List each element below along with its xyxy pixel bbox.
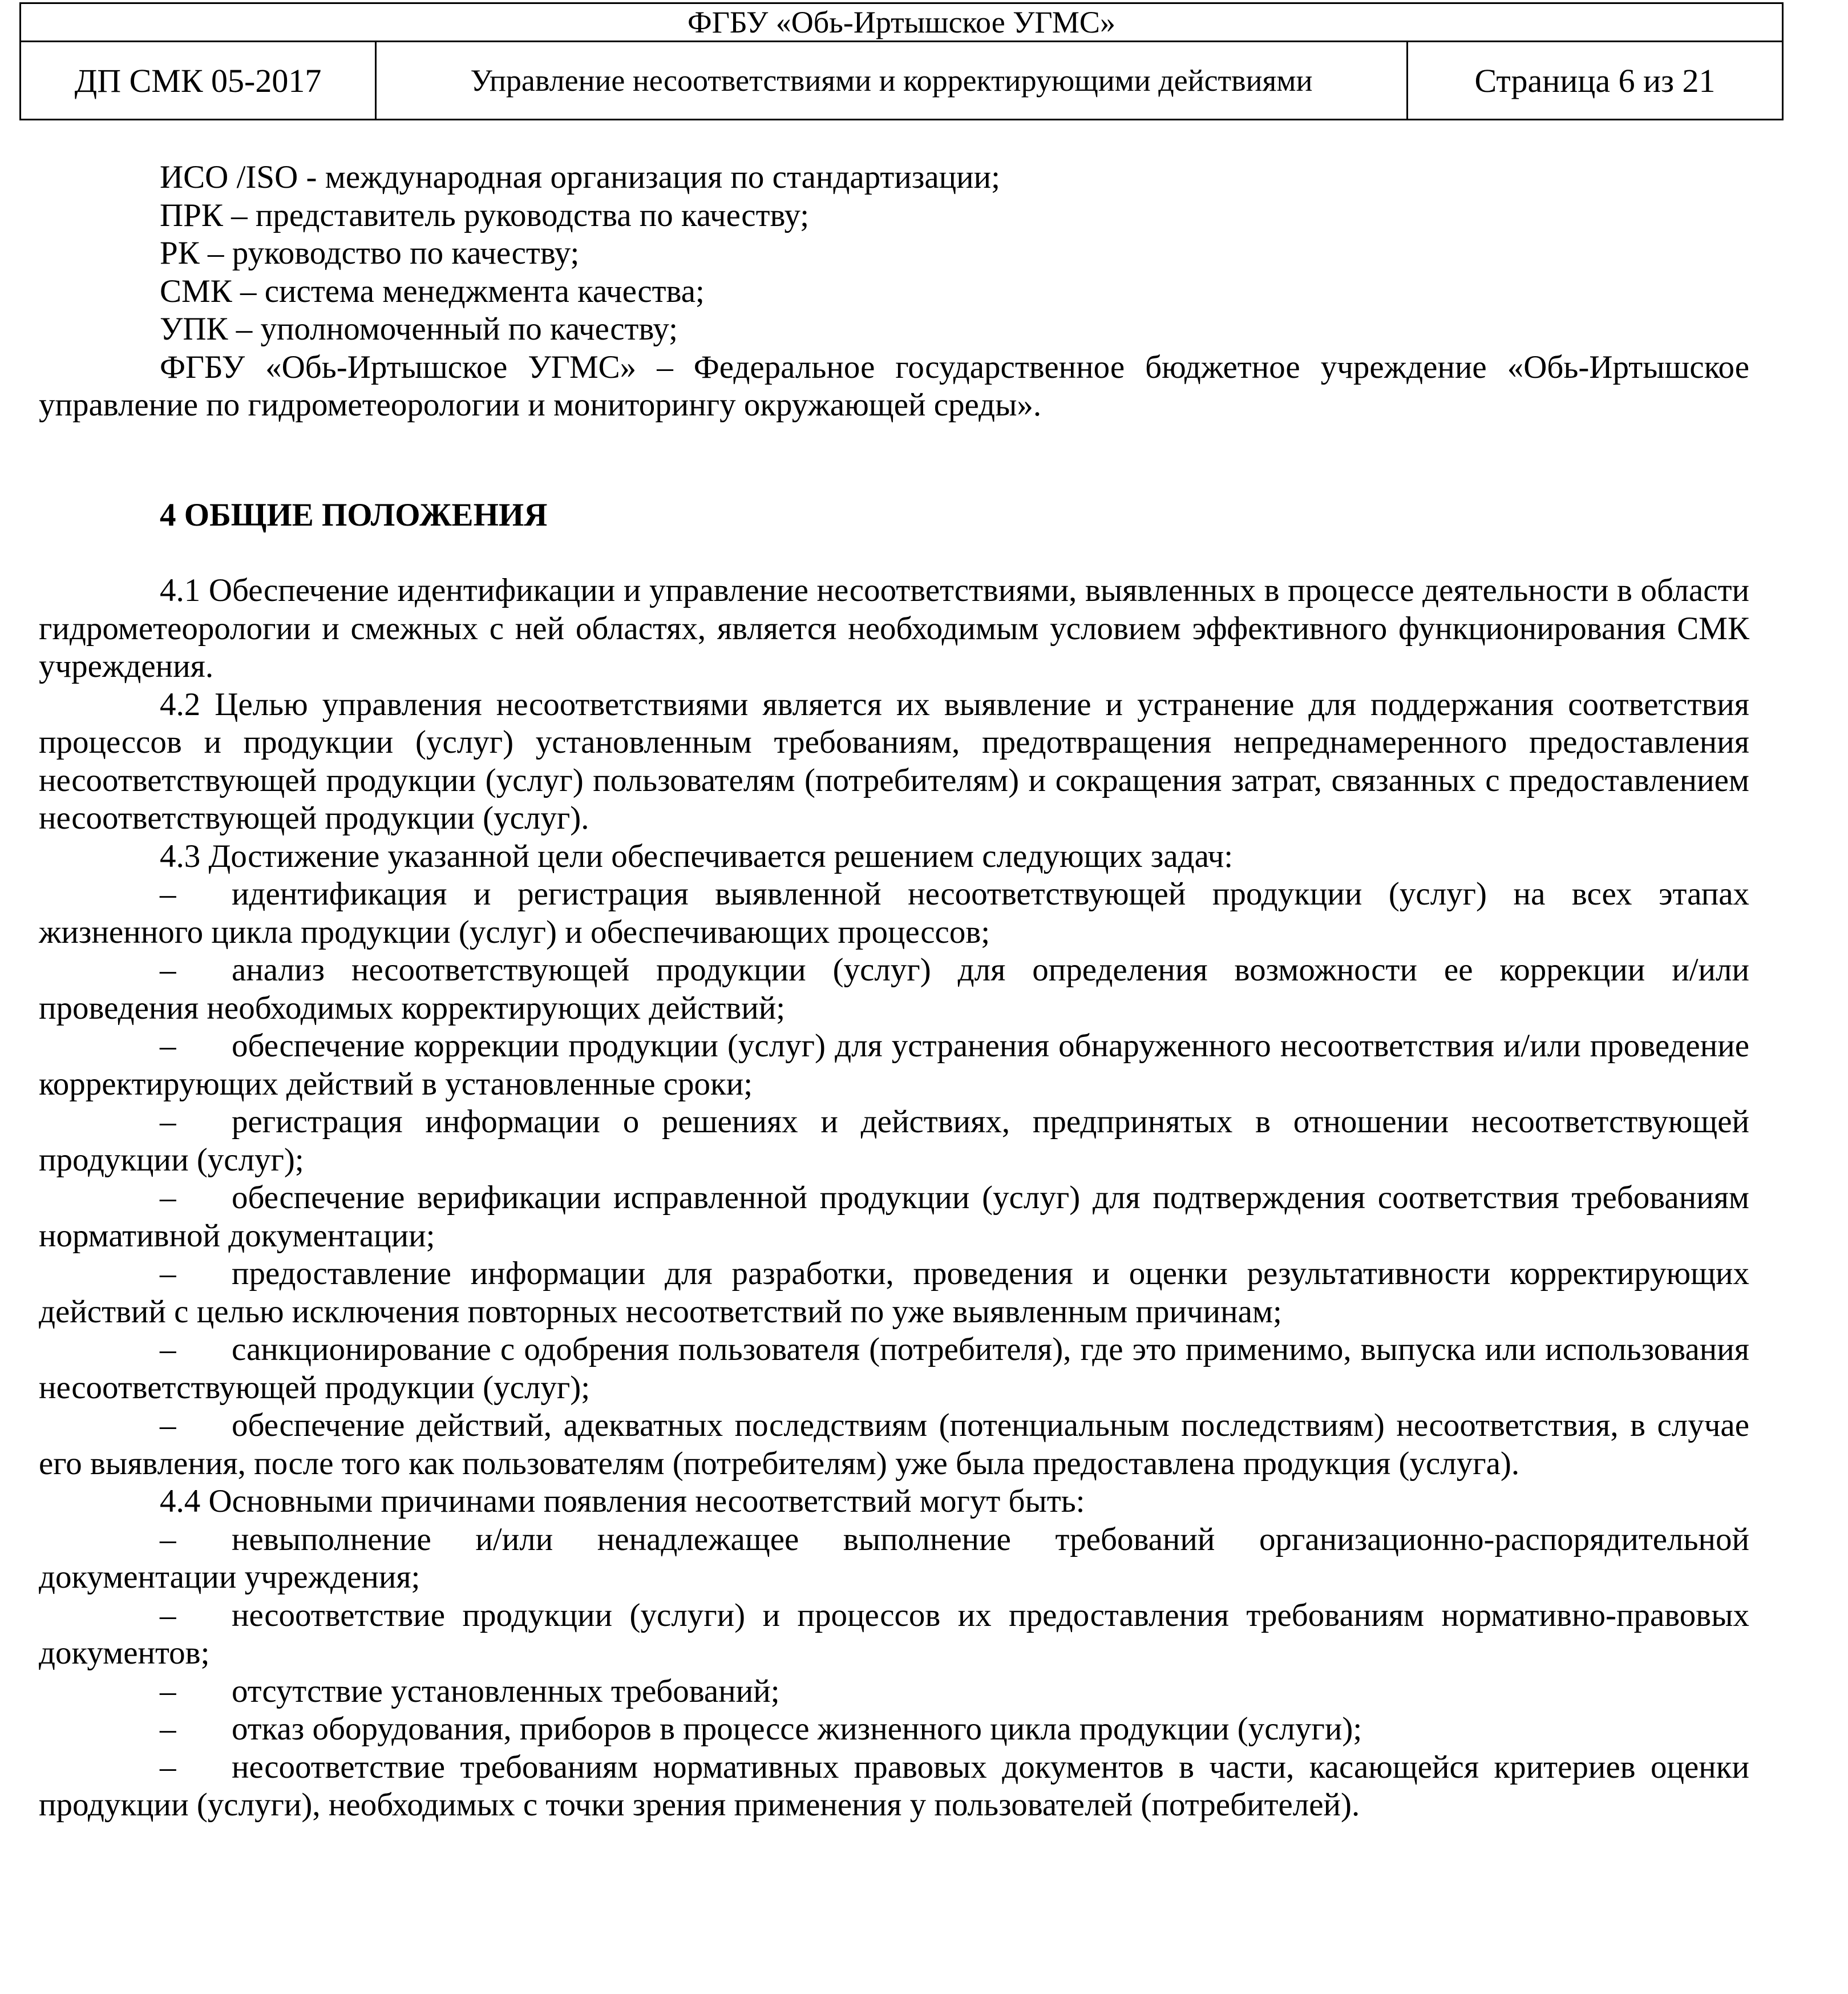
task-item xyxy=(39,951,1749,1027)
cause-text: отсутствие установленных требований; xyxy=(232,1673,780,1709)
paragraph-4-4: 4.4 Основными причинами появления несоответствий могут быть: xyxy=(160,1483,1085,1519)
section-heading: 4 ОБЩИЕ ПОЛОЖЕНИЯ xyxy=(160,497,548,533)
cause-item xyxy=(39,1521,1749,1597)
abbreviation-line: УПК – уполномоченный по качеству; xyxy=(160,311,678,347)
task-item xyxy=(39,1103,1749,1179)
task-item xyxy=(39,875,1749,951)
dash-marker: – xyxy=(160,1711,176,1747)
task-item xyxy=(39,1255,1749,1331)
dash-marker: – xyxy=(160,1331,176,1367)
dash-marker: – xyxy=(160,1256,176,1291)
task-text: санкционирование с одобрения пользователя (потребителя), где это применимо, выпуска или использования несоответствующей продукции (услуг); xyxy=(39,1331,1749,1406)
dash-marker: – xyxy=(160,1028,176,1064)
abbreviation-line: ПРК – представитель руководства по качеству; xyxy=(160,197,810,233)
organization-name: ФГБУ «Обь-Иртышское УГМС» xyxy=(21,3,1783,42)
task-item xyxy=(39,1407,1749,1483)
paragraph-4-2: 4.2 Целью управления несоответствиями является их выявление и устранение для поддержания соответствия процессов и продукции (услуг) установленным требованиям, предотвращения непреднамеренного предоставления несоответствующей продукции (услуг) пользователям (потребителям) и сокращения затрат, связанных с предоставлением несоответствующей продукции (услуг). xyxy=(39,686,1749,836)
document-header-table xyxy=(19,2,1784,120)
task-text: анализ несоответствующей продукции (услуг) для определения возможности ее коррекции и/или проведения необходимых корректирующих действий; xyxy=(39,952,1749,1026)
abbreviation-line: ФГБУ «Обь-Иртышское УГМС» – Федеральное государственное бюджетное учреждение «Обь-Иртышское управление по гидрометеорологии и мониторингу окружающей среды». xyxy=(39,349,1749,423)
dash-marker: – xyxy=(160,952,176,988)
dash-marker: – xyxy=(160,1104,176,1140)
dash-marker: – xyxy=(160,1407,176,1443)
task-item xyxy=(39,1179,1749,1255)
cause-item xyxy=(39,1710,1749,1749)
task-text: обеспечение коррекции продукции (услуг) для устранения обнаруженного несоответствия и/или проведение корректирующих действий в установленные сроки; xyxy=(39,1028,1749,1102)
spacer xyxy=(39,425,1749,497)
abbreviation-line: РК – руководство по качеству; xyxy=(160,235,580,271)
spacer xyxy=(39,534,1749,572)
cause-text: невыполнение и/или ненадлежащее выполнение требований организационно-распорядительной документации учреждения; xyxy=(39,1521,1749,1595)
cause-text: отказ оборудования, приборов в процессе жизненного цикла продукции (услуги); xyxy=(232,1711,1362,1747)
paragraph-4-1: 4.1 Обеспечение идентификации и управление несоответствиями, выявленных в процессе деятельности в области гидрометеорологии и смежных с ней областях, является необходимым условием эффективного функционирования СМК учреждения. xyxy=(39,572,1749,684)
document-code: ДП СМК 05-2017 xyxy=(21,42,376,120)
cause-item xyxy=(39,1673,1749,1711)
dash-marker: – xyxy=(160,1673,176,1709)
task-text: обеспечение действий, адекватных последствиям (потенциальным последствиям) несоответствия, в случае его выявления, после того как пользователям (потребителям) уже была предоставлена продукция (услуга). xyxy=(39,1407,1749,1482)
task-text: идентификация и регистрация выявленной несоответствующей продукции (услуг) на всех этапах жизненного цикла продукции (услуг) и обеспечивающих процессов; xyxy=(39,876,1749,950)
dash-marker: – xyxy=(160,876,176,912)
dash-marker: – xyxy=(160,1180,176,1216)
task-item xyxy=(39,1331,1749,1407)
task-text: обеспечение верификации исправленной продукции (услуг) для подтверждения соответствия требованиям нормативной документации; xyxy=(39,1180,1749,1254)
cause-text: несоответствие требованиям нормативных правовых документов в части, касающейся критериев оценки продукции (услуги), необходимых с точки зрения применения у пользователей (потребителей). xyxy=(39,1749,1749,1823)
abbreviation-line: СМК – система менеджмента качества; xyxy=(160,273,705,309)
document-title: Управление несоответствиями и корректирующими действиями xyxy=(376,42,1408,120)
task-text: регистрация информации о решениях и действиях, предпринятых в отношении несоответствующей продукции (услуг); xyxy=(39,1104,1749,1178)
abbreviation-line: ИСО /ISO - международная организация по стандартизации; xyxy=(160,159,1001,195)
dash-marker: – xyxy=(160,1597,176,1633)
document-body xyxy=(39,159,1749,1825)
cause-text: несоответствие продукции (услуги) и процессов их предоставления требованиям нормативно-правовых документов; xyxy=(39,1597,1749,1671)
cause-item xyxy=(39,1749,1749,1825)
task-item xyxy=(39,1027,1749,1103)
dash-marker: – xyxy=(160,1521,176,1557)
dash-marker: – xyxy=(160,1749,176,1785)
task-text: предоставление информации для разработки, проведения и оценки результативности корректирующих действий с целью исключения повторных несоответствий по уже выявленным причинам; xyxy=(39,1256,1749,1330)
cause-item xyxy=(39,1597,1749,1673)
paragraph-4-3: 4.3 Достижение указанной цели обеспечивается решением следующих задач: xyxy=(160,838,1234,874)
page-number: Страница 6 из 21 xyxy=(1408,42,1783,120)
